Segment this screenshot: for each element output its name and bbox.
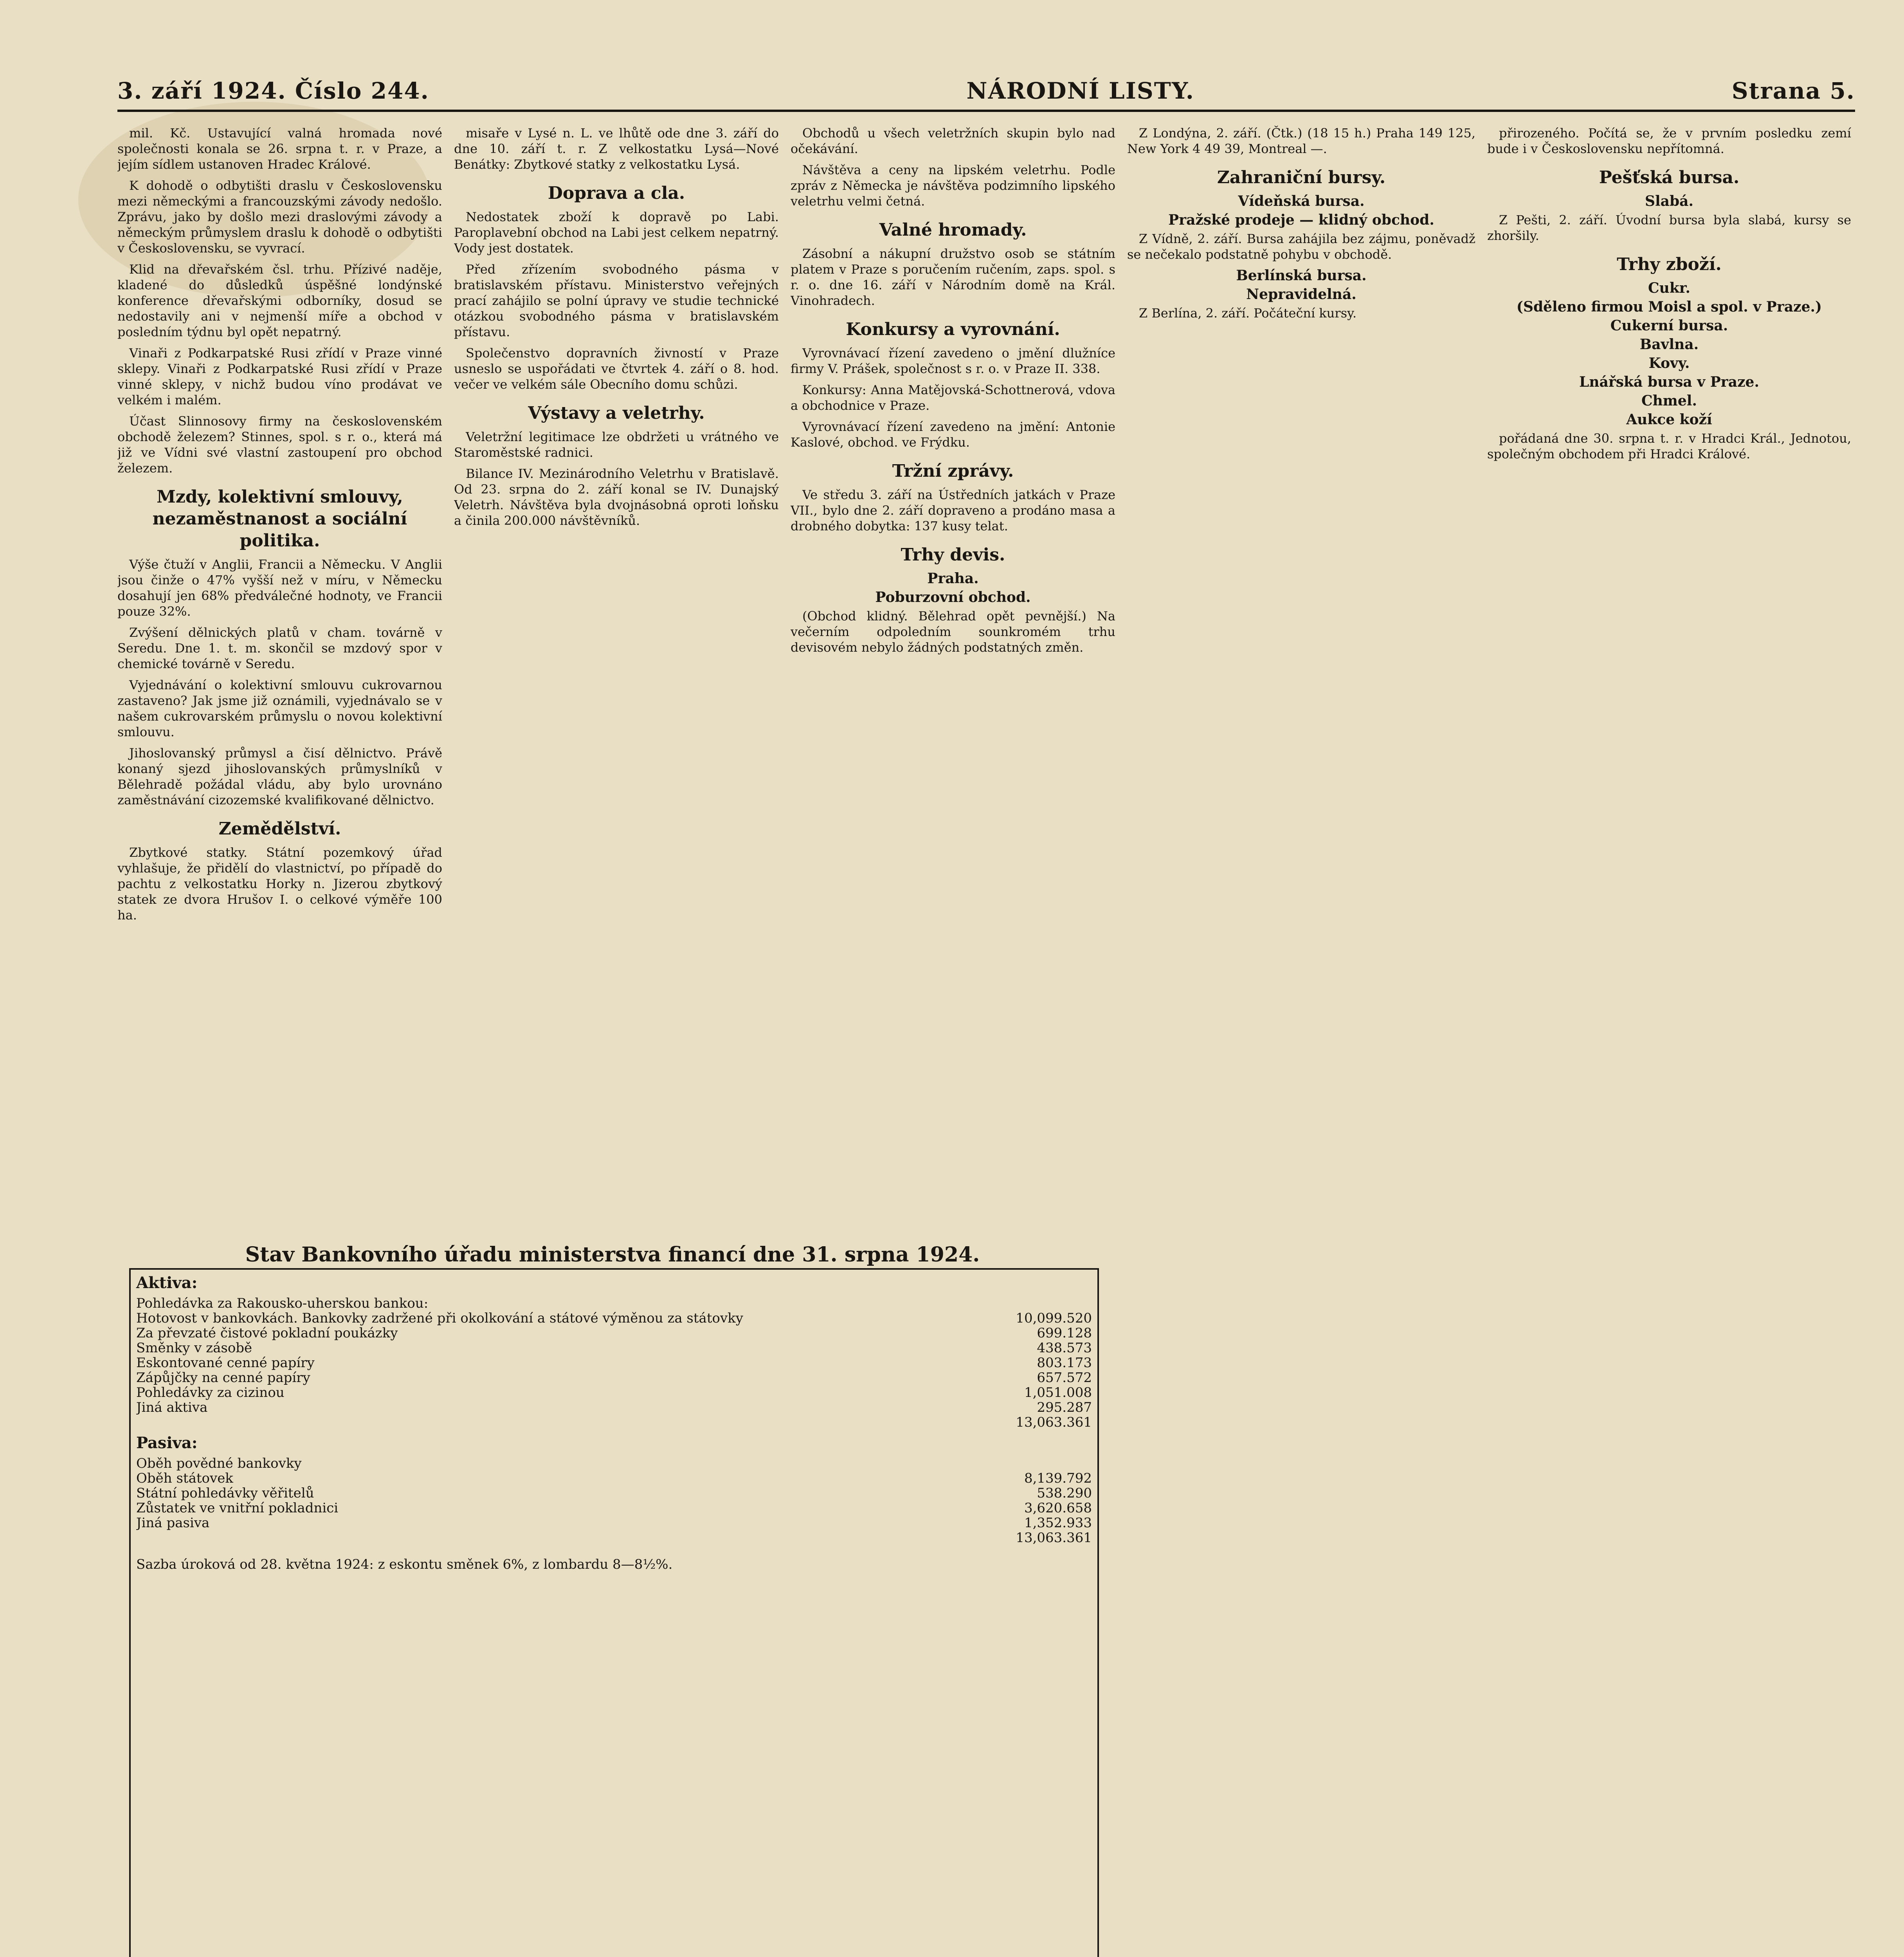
article-paragraph: Návštěva a ceny na lipském veletrhu. Podle zpráv z Německa je návštěva podzimního lipského veletrhu velmi četná. — [791, 162, 1115, 209]
bank-row — [131, 1471, 1097, 1486]
bank-row-value: 438.573 — [1037, 1340, 1092, 1356]
article-paragraph: Z Berlína, 2. září. Počáteční kursy. — [1139, 306, 1357, 321]
article-paragraph: Bilance IV. Mezinárodního Veletrhu v Bratislavě. Od 23. srpna do 2. září konal se IV. Dunajský Veletrh. Návštěva byla dvojnásobná oproti loňsku a činila 200.000 návštěvníků. — [454, 466, 779, 528]
section-heading: Chmel. — [1641, 393, 1697, 409]
article-paragraph: Vyjednávání o kolektivní smlouvu cukrovarnou zastaveno? Jak jsme již oznámili, vyjednávalo se v našem cukrovarském průmyslu o novou kolektivní smlouvu. — [117, 678, 442, 739]
bank-row — [131, 1516, 1097, 1530]
section-heading: Cukerní bursa. — [1610, 317, 1728, 334]
bank-row-value: 1,051.008 — [1024, 1385, 1092, 1400]
article-paragraph: Konkursy: Anna Matějovská-Schottnerová, vdova a obchodnice v Praze. — [791, 382, 1115, 413]
bank-row-label: Eskontované cenné papíry — [136, 1355, 315, 1371]
article-paragraph: Veletržní legitimace lze obdržeti u vrátného ve Staroměstské radnici. — [454, 429, 779, 460]
section-heading: Výstavy a veletrhy. — [528, 403, 705, 423]
bank-row-label: Směnky v zásobě — [136, 1340, 252, 1356]
article-paragraph: Účast Slinnosovy firmy na československém obchodě železem? Stinnes, spol. s r. o., která má již ve Vídni své vlastní zastoupení pro obchod železem. — [117, 414, 442, 476]
bank-row-label: Zůstatek ve vnitřní pokladnici — [136, 1500, 339, 1516]
bank-row — [131, 1456, 1097, 1471]
article-paragraph: K dohodě o odbytišti draslu v Československu mezi německými a francouzskými závody nedošlo. Zprávu, jako by došlo mezi draslovými závody a německým průmyslem draslu k dohodě o odbytišti v Československu, se vyvrací. — [117, 178, 442, 256]
article-paragraph: Nedostatek zboží k dopravě po Labi. Paroplavební obchod na Labi jest celkem nepatrný. Vody jest dostatek. — [454, 209, 779, 256]
article-paragraph: Klid na dřevařském čsl. trhu. Přízivé naděje, kladené do důsledků úspěšné londýnské konference dřevařskými odborníky, dosud se nedostavily ani v nejmenší míře a obchod v posledním týdnu byl opět nepatrný. — [117, 262, 442, 339]
section-heading: Poburzovní obchod. — [875, 589, 1031, 605]
section-heading: Slabá. — [1645, 193, 1694, 209]
pasiva-heading: Pasiva: — [136, 1434, 198, 1452]
rate-note-row — [131, 1557, 1097, 1572]
issue-date: 3. září 1924. Číslo 244. — [117, 77, 429, 104]
bank-row-label: Za převzaté čistové pokladní poukázky — [136, 1325, 398, 1341]
section-heading: Berlínská bursa. — [1236, 267, 1367, 284]
page-number: Strana 5. — [1731, 77, 1855, 104]
masthead — [117, 74, 1855, 112]
section-heading: Trhy zboží. — [1617, 254, 1722, 274]
article-paragraph: Vyrovnávací řízení zavedeno o jmění dlužníce firmy V. Prášek, společnost s r. o. v Praze II. 338. — [791, 346, 1115, 376]
article-paragraph: Vyrovnávací řízení zavedeno na jmění: Antonie Kaslové, obchod. ve Frýdku. — [791, 419, 1115, 450]
section-heading: Pešťská bursa. — [1599, 168, 1740, 187]
section-heading: Kovy. — [1648, 355, 1690, 371]
section-heading: Tržní zprávy. — [892, 461, 1014, 481]
section-heading: Mzdy, kolektivní smlouvy, nezaměstnanost a sociální politika. — [152, 487, 407, 551]
bank-row-value: 10,099.520 — [1016, 1310, 1092, 1326]
section-heading: Lnářská bursa v Praze. — [1579, 374, 1759, 390]
bank-statement-table — [129, 1268, 1099, 1957]
article-paragraph: Z Pešti, 2. září. Úvodní bursa byla slabá, kursy se zhoršily. — [1487, 213, 1851, 243]
article-paragraph: Obchodů u všech veletržních skupin bylo nad očekávání. — [791, 126, 1115, 156]
column-2 — [454, 125, 779, 1229]
section-heading: Doprava a cla. — [548, 183, 685, 203]
rate-note: Sazba úroková od 28. května 1924: z eskontu směnek 6%, z lombardu 8—8½%. — [136, 1557, 673, 1572]
section-heading: Konkursy a vyrovnání. — [846, 319, 1060, 339]
article-paragraph: Výše čtuží v Anglii, Francii a Německu. V Anglii jsou činže o 47% vyšší než v míru, v Německu dosahují jen 68% předválečné hodnoty, ve Francii pouze 32%. — [117, 557, 442, 619]
bank-row-value: 295.287 — [1037, 1400, 1092, 1415]
bank-row — [131, 1385, 1097, 1400]
article-paragraph: Společenstvo dopravních živností v Praze usneslo se uspořádati ve čtvrtek 4. září o 8. hod. večer ve velkém sále Obecního domu schůzi. — [454, 346, 779, 392]
bank-row-label: Oběh povědné bankovky — [136, 1456, 302, 1471]
article-paragraph: Zásobní a nákupní družstvo osob se státním platem v Praze s poručením ručením, zaps. spol. s r. o. dne 16. září v Národním domě na Král. Vinohradech. — [791, 246, 1115, 308]
article-paragraph: pořádaná dne 30. srpna t. r. v Hradci Král., Jednotou, společným obchodem při Hradci Králové. — [1487, 431, 1851, 461]
bank-row — [131, 1486, 1097, 1501]
bank-row-label: Státní pohledávky věřitelů — [136, 1485, 314, 1501]
bank-row-label: Hotovost v bankovkách. Bankovky zadržené při okolkování a státové výměnou za státovky — [136, 1310, 743, 1326]
bank-row — [131, 1326, 1097, 1341]
bank-row — [131, 1415, 1097, 1430]
bank-row — [131, 1311, 1097, 1326]
article-paragraph: Z Londýna, 2. září. (Čtk.) (18 15 h.) Praha 149 125, New York 4 49 39, Montreal —. — [1127, 126, 1475, 156]
bank-row-value: 657.572 — [1037, 1370, 1092, 1386]
aktiva-heading: Aktiva: — [136, 1274, 198, 1292]
column-1 — [117, 125, 442, 1229]
column-5 — [1487, 125, 1851, 1957]
bank-row-value: 3,620.658 — [1024, 1500, 1092, 1516]
bank-row-label: Jiná pasiva — [136, 1515, 210, 1531]
bank-row-label: Oběh státovek — [136, 1470, 233, 1486]
article-paragraph: Zbytkové statky. Státní pozemkový úřad vyhlašuje, že přidělí do vlastnictví, po případě do pachtu z velkostatku Horky n. Jizerou zbytkový statek ze dvora Hrušov I. o celkové výměře 100 ha. — [117, 845, 442, 923]
section-heading: Cukr. — [1648, 280, 1690, 296]
section-heading: Praha. — [927, 570, 979, 587]
bank-row-label: Zápůjčky na cenné papíry — [136, 1370, 310, 1386]
article-paragraph: Před zřízením svobodného pásma v bratislavském přístavu. Ministerstvo veřejných prací zahájilo se polní úpravy ve studie technické otázkou svobodného pásma v bratislavském přístavu. — [454, 262, 779, 339]
bank-row-label: Pohledávka za Rakousko-uherskou bankou: — [136, 1296, 429, 1311]
bank-row — [131, 1370, 1097, 1385]
bank-row — [131, 1501, 1097, 1516]
article-paragraph: přirozeného. Počítá se, že v prvním posledku zemí bude i v Československu nepřítomná. — [1487, 126, 1851, 156]
article-paragraph: mil. Kč. Ustavující valná hromada nové společnosti konala se 26. srpna t. r. v Praze, a jejím sídlem ustanoven Hradec Králové. — [117, 126, 442, 172]
bank-row-label: Jiná aktiva — [136, 1400, 208, 1415]
section-heading: Zemědělství. — [218, 819, 341, 839]
section-heading: Zahraniční bursy. — [1217, 168, 1386, 187]
section-heading: Valné hromady. — [879, 220, 1027, 240]
section-heading: Aukce koží — [1626, 411, 1712, 428]
article-paragraph: Ve středu 3. září na Ústředních jatkách v Praze VII., bylo dne 2. září dopraveno a prodáno masa a drobného dobytka: 137 kusy telat. — [791, 487, 1115, 533]
section-heading: Pražské prodeje — klidný obchod. — [1168, 212, 1434, 228]
section-heading: (Sděleno firmou Moisl a spol. v Praze.) — [1516, 299, 1822, 315]
article-paragraph: Z Vídně, 2. září. Bursa zahájila bez zájmu, poněvadž se nečekalo podstatně pohybu v obchodě. — [1127, 231, 1475, 262]
article-paragraph: Zvýšení dělnických platů v cham. továrně v Seredu. Dne 1. t. m. skončil se mzdový spor v chemické továrně v Seredu. — [117, 625, 442, 671]
section-heading: Nepravidelná. — [1246, 286, 1356, 303]
bank-row-value: 13,063.361 — [1016, 1530, 1092, 1546]
newspaper-title: NÁRODNÍ LISTY. — [966, 77, 1195, 104]
bank-row-value: 13,063.361 — [1016, 1415, 1092, 1430]
column-4 — [1127, 125, 1475, 1957]
bank-row — [131, 1355, 1097, 1370]
section-heading: Bavlna. — [1639, 336, 1699, 353]
article-paragraph: (Obchod klidný. Bělehrad opět pevnější.) Na večerním odpoledním sounkromém trhu devisovém nebylo žádných podstatných změn. — [791, 609, 1115, 655]
article-paragraph: Jihoslovanský průmysl a čisí dělnictvo. Právě konaný sjezd jihoslovanských průmyslníků v Bělehradě požádal vládu, aby bylo urovnáno zaměstnávání cizozemské kvalifikované dělnictvo. — [117, 746, 442, 807]
bank-row-value: 1,352.933 — [1024, 1515, 1092, 1531]
bank-row — [131, 1341, 1097, 1355]
bank-row-value: 803.173 — [1037, 1355, 1092, 1371]
bank-row-value: 538.290 — [1037, 1485, 1092, 1501]
section-heading: Vídeňská bursa. — [1238, 193, 1365, 209]
bank-row — [131, 1296, 1097, 1311]
bank-statement-title: Stav Bankovního úřadu ministerstva financí dne 31. srpna 1924. — [245, 1243, 980, 1267]
bank-row — [131, 1530, 1097, 1545]
article-paragraph: Vinaři z Podkarpatské Rusi zřídí v Praze vinné sklepy. Vinaři z Podkarpatské Rusi zřídí v Praze vinné sklepy, v nichž budou víno prodávat ve velkém i malém. — [117, 346, 442, 407]
bank-row-value: 699.128 — [1037, 1325, 1092, 1341]
article-paragraph: misaře v Lysé n. L. ve lhůtě ode dne 3. září do dne 10. září t. r. Z velkostatku Lysá—Nové Benátky: Zbytkové statky z velkostatku Lysá. — [454, 126, 779, 172]
bank-row-value: 8,139.792 — [1024, 1470, 1092, 1486]
bank-row — [131, 1400, 1097, 1415]
bank-row-label: Pohledávky za cizinou — [136, 1385, 285, 1400]
section-heading: Trhy devis. — [901, 545, 1005, 565]
